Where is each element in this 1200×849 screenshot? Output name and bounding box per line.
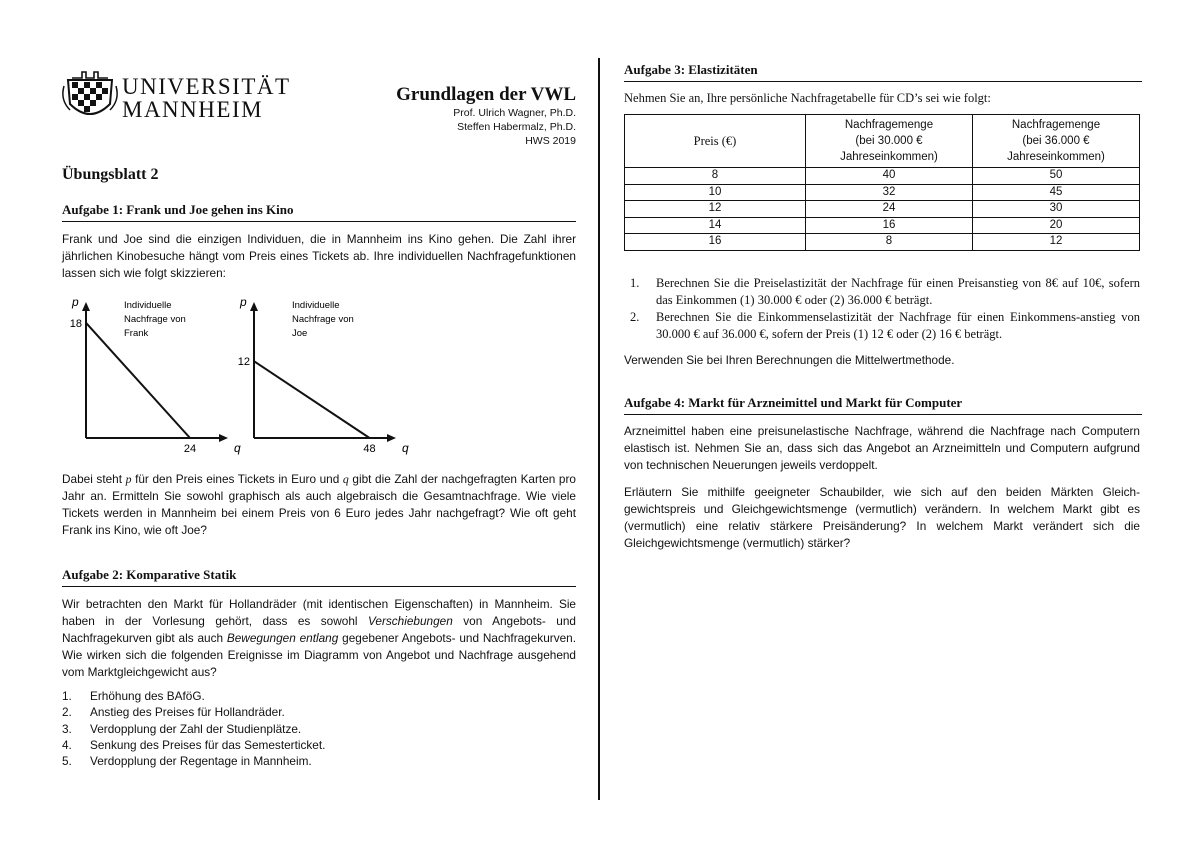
list-item: 5. Verdopplung der Regentage in Mannheim. bbox=[62, 754, 312, 769]
joe-demand-chart bbox=[238, 295, 409, 455]
y-axis-arrow bbox=[82, 302, 90, 311]
chart-title-line: Frank bbox=[124, 328, 149, 339]
table-header-row bbox=[625, 115, 1140, 168]
list-item: 2. Berechnen Sie die Einkommenselastizität der Nachfrage für einen Einkommens-anstieg von 30.000 € auf 36.000 €, sofern der Preis (1) 12 € oder (2) 16 € beträgt. bbox=[630, 310, 1140, 341]
demand-line bbox=[254, 361, 370, 438]
task2-intro-c: gegebener Angebots- und Nachfragekurven. Wie wirken sich die folgenden Ereignisse im Diagramm von Angebot und Nachfrage ausgehend vom Marktgleichgewicht aus? bbox=[62, 631, 576, 679]
chart-title-line: Individuelle bbox=[292, 300, 340, 311]
task3-note: Verwenden Sie bei Ihren Berechnungen die Mittelwertmethode. bbox=[624, 353, 955, 367]
task4-para-1: Arzneimittel haben eine preisunelastische Nachfrage, während die Nachfrage nach Computern elastisch ist. Nehmen Sie an, dass sich das Angebot an Arzneimitteln und Computern aufgrund von technischen Neuerungen jeweils verdoppelt. bbox=[624, 424, 1140, 472]
demand-charts bbox=[62, 295, 409, 460]
task4-para-2: Erläutern Sie mithilfe geeigneter Schaubilder, wie sich auf den beiden Märkten Gleich-gewichtspreis und Gleichgewichtsmenge (vermutlich) verändern. In welchem Markt gibt es (vermutlich) eine relativ stärkere Preisänderung? In welchem Markt verändert sich die Gleichgewichtsmenge (vermutlich) stärker? bbox=[624, 485, 1140, 550]
task1-question-mid: für den Preis eines Tickets in Euro und bbox=[131, 472, 343, 486]
task2-intro-a: Wir betrachten den Markt für Hollandräder (mit identischen Eigenschaften) in Mannheim. Sie haben in der Vorlesung gehört, dass es sowohl bbox=[62, 597, 576, 628]
list-item: 1. Berechnen Sie die Preiselastizität der Nachfrage für einen Preisanstieg von 8€ auf 10€, sofern das Einkommen (1) 30.000 € oder (2) 36.000 € beträgt. bbox=[630, 276, 1140, 307]
y-axis-arrow bbox=[250, 302, 258, 311]
x-axis-label: q bbox=[234, 441, 241, 455]
table-row: 8 40 50 bbox=[625, 168, 1140, 185]
list-item: 3. Verdopplung der Zahl der Studienplätze. bbox=[62, 721, 302, 736]
task1-question bbox=[62, 471, 576, 539]
var-q: q bbox=[342, 472, 349, 486]
chart-title-line: Nachfrage von bbox=[124, 314, 186, 325]
x-tick-label: 48 bbox=[363, 443, 376, 455]
chart-title-line: Individuelle bbox=[124, 300, 172, 311]
task1-question-post: gibt die Zahl der nachgefragten Karten pro Jahr an. Ermitteln Sie sowohl graphisch als auch algebraisch die Gesamtnachfrage. Wie viele Tickets werden in Mannheim bei einem Preis von 6 Euro jedes Jahr nachgefragt? Wie oft geht Frank ins Kino, wie oft Joe? bbox=[62, 472, 576, 537]
demand-line bbox=[86, 323, 190, 438]
task2-intro bbox=[62, 596, 576, 681]
sheet-title: Übungsblatt 2 bbox=[62, 166, 159, 183]
x-axis-label: q bbox=[402, 441, 409, 455]
y-axis-label: p bbox=[240, 295, 247, 309]
table-row: 12 24 30 bbox=[625, 201, 1140, 218]
frank-demand-chart bbox=[70, 295, 241, 455]
task3-question-list bbox=[624, 275, 1140, 343]
column-divider bbox=[598, 58, 600, 800]
col-q2-header: Nachfragemenge (bei 36.000 € Jahreseinkommen) bbox=[973, 115, 1140, 168]
task2-emphasis-1: Verschiebungen bbox=[367, 614, 453, 628]
task2-intro-b: von Angebots- und Nachfragekurven gibt als auch bbox=[62, 614, 576, 645]
logo-wordmark-line2: MANNHEIM bbox=[122, 97, 264, 122]
list-item: 2. Anstieg des Preises für Hollandräder. bbox=[62, 705, 285, 720]
x-axis-arrow bbox=[387, 434, 396, 442]
table-row: 10 32 45 bbox=[625, 184, 1140, 201]
y-tick-label: 18 bbox=[69, 317, 82, 330]
task2-heading: Aufgabe 2: Komparative Statik bbox=[62, 567, 576, 587]
demand-table bbox=[624, 114, 1140, 251]
crest-icon bbox=[62, 66, 118, 124]
lecturer-2: Steffen Habermalz, Ph.D. bbox=[457, 121, 576, 133]
x-tick-label: 24 bbox=[183, 443, 197, 455]
x-axis-arrow bbox=[219, 434, 228, 442]
table-row: 16 8 12 bbox=[625, 234, 1140, 251]
task3-intro: Nehmen Sie an, Ihre persönliche Nachfragetabelle für CD’s sei wie folgt: bbox=[624, 91, 991, 105]
chart-title-line: Nachfrage von bbox=[292, 314, 354, 325]
term: HWS 2019 bbox=[525, 135, 576, 147]
y-axis-label: p bbox=[72, 295, 79, 309]
col-price-header: Preis (€) bbox=[625, 115, 806, 168]
task2-emphasis-2: Bewegungen entlang bbox=[226, 631, 339, 645]
table-row: 14 16 20 bbox=[625, 217, 1140, 234]
chart-title-line: Joe bbox=[292, 328, 308, 339]
course-title: Grundlagen der VWL bbox=[396, 84, 576, 105]
task2-event-list bbox=[62, 688, 576, 769]
task1-heading: Aufgabe 1: Frank und Joe gehen ins Kino bbox=[62, 202, 576, 222]
y-tick-label: 12 bbox=[237, 356, 250, 369]
task1-question-pre: Dabei steht bbox=[62, 472, 126, 486]
var-p: p bbox=[125, 472, 132, 486]
logo-wordmark-line1: UNIVERSITÄT bbox=[122, 74, 291, 99]
lecturer-1: Prof. Ulrich Wagner, Ph.D. bbox=[453, 107, 576, 119]
course-header bbox=[340, 84, 576, 148]
task4-heading: Aufgabe 4: Markt für Arzneimittel und Markt für Computer bbox=[624, 395, 1142, 415]
university-logo bbox=[62, 66, 292, 126]
task1-intro: Frank und Joe sind die einzigen Individuen, die in Mannheim ins Kino gehen. Die Zahl ihrer jährlichen Kinobesuche hängt vom Preis eines Tickets ab. Ihre individuellen Nachfragefunktionen lassen sich wie folgt skizzieren: bbox=[62, 232, 576, 280]
list-item: 1. Erhöhung des BAföG. bbox=[62, 689, 205, 703]
task3-heading: Aufgabe 3: Elastizitäten bbox=[624, 62, 1142, 82]
col-q1-header: Nachfragemenge (bei 30.000 € Jahreseinkommen) bbox=[806, 115, 973, 168]
list-item: 4. Senkung des Preises für das Semesterticket. bbox=[62, 737, 326, 752]
